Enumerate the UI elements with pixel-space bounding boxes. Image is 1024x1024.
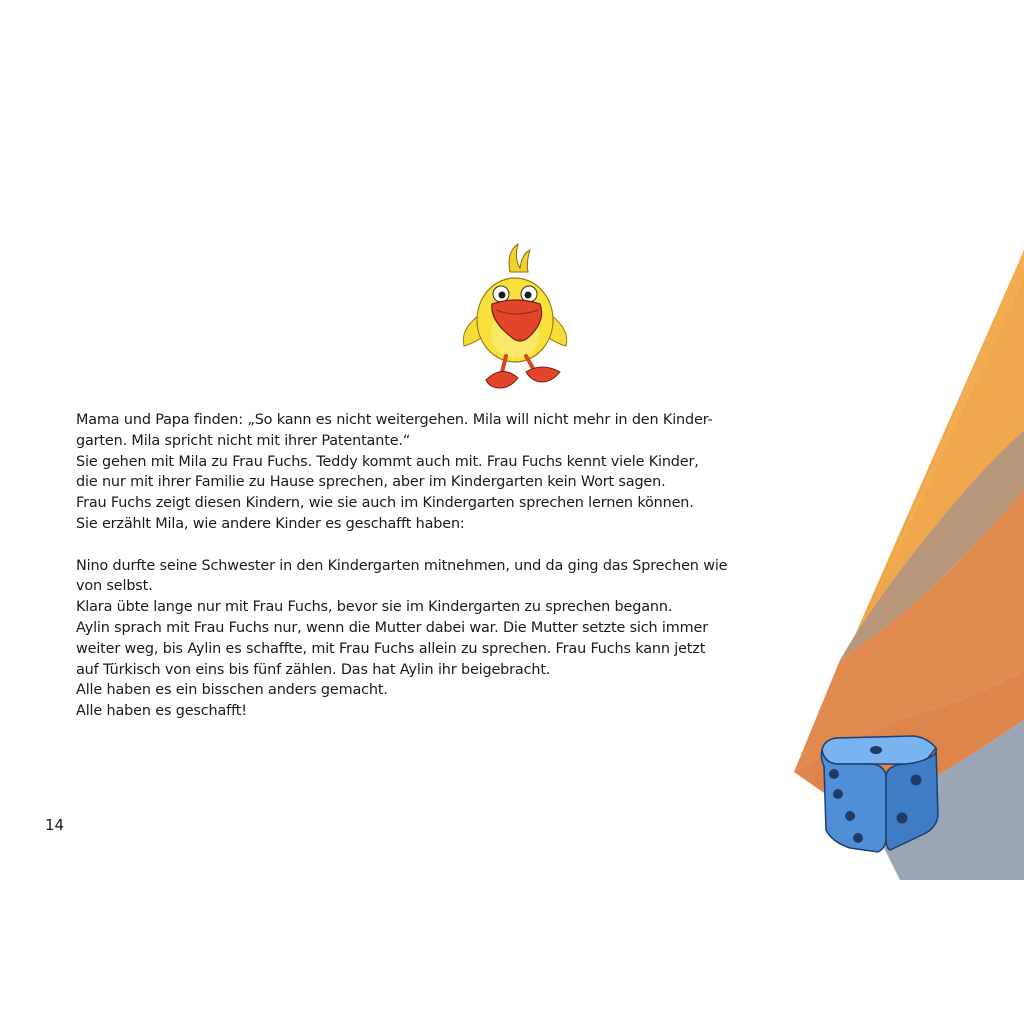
story-line: auf Türkisch von eins bis fünf zählen. Das hat Aylin ihr beigebracht.: [76, 661, 551, 678]
story-line: von selbst.: [76, 578, 153, 595]
story-line: Sie erzählt Mila, wie andere Kinder es geschafft haben:: [76, 515, 465, 532]
story-line: Alle haben es ein bisschen anders gemacht.: [76, 682, 388, 699]
page-number: 14: [45, 816, 65, 834]
story-line: Klara übte lange nur mit Frau Fuchs, bevor sie im Kindergarten zu sprechen begann.: [76, 599, 673, 616]
story-line: Nino durfte seine Schwester in den Kindergarten mitnehmen, und da ging das Sprechen wie: [76, 557, 728, 574]
story-line: die nur mit ihrer Familie zu Hause sprechen, aber im Kindergarten kein Wort sagen.: [76, 474, 666, 491]
story-line: Sie gehen mit Mila zu Frau Fuchs. Teddy kommt auch mit. Frau Fuchs kennt viele Kinder,: [76, 453, 699, 470]
story-line: weiter weg, bis Aylin es schaffte, mit Frau Fuchs allein zu sprechen. Frau Fuchs kann jetzt: [76, 640, 706, 657]
story-text: [76, 410, 776, 722]
chick-illustration: [456, 238, 574, 396]
paragraph-gap: [76, 535, 776, 556]
story-line: Frau Fuchs zeigt diesen Kindern, wie sie auch im Kindergarten sprechen lernen können.: [76, 495, 694, 512]
story-line: Mama und Papa finden: „So kann es nicht weitergehen. Mila will nicht mehr in den Kinder-: [76, 412, 713, 428]
story-line: Alle haben es geschafft!: [76, 703, 247, 720]
story-line: garten. Mila spricht nicht mit ihrer Patentante.“: [76, 432, 411, 449]
story-line: Aylin sprach mit Frau Fuchs nur, wenn die Mutter dabei war. Die Mutter setzte sich immer: [76, 619, 708, 636]
dice-illustration: [810, 734, 942, 854]
